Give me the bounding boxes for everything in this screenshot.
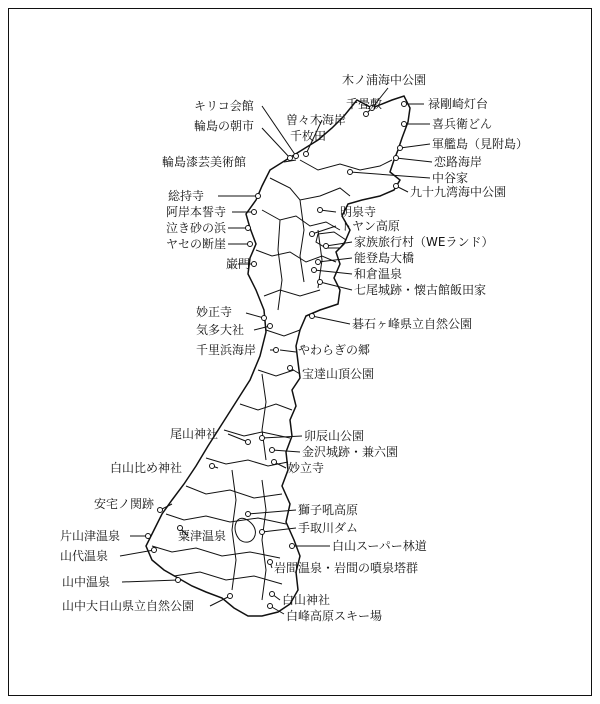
label-senmaida2: 千枚田 <box>290 129 327 143</box>
label-tedori: 手取川ダム <box>298 521 359 535</box>
label-keta: 気多大社 <box>196 323 245 337</box>
label-hakuho: 白峰高原スキー場 <box>286 609 383 623</box>
label-wakura: 和倉温泉 <box>354 267 403 281</box>
label-oyama: 尾山神社 <box>170 427 219 441</box>
label-amon: 阿岸本誓寺 <box>166 205 227 219</box>
label-sosogi: 曽々木海岸 <box>286 113 347 127</box>
label-hakusanjinja: 白山神社 <box>282 593 331 607</box>
label-yasenodangai: ヤセの断崖 <box>166 237 227 251</box>
label-sojiji: 総持寺 <box>168 189 205 203</box>
label-yamashiro: 山代温泉 <box>60 549 109 563</box>
label-ataka: 安宅ノ関跡 <box>94 497 155 511</box>
label-notojima: 能登島大橋 <box>354 251 415 265</box>
label-yamanakapark: 山中大日山県立自然公園 <box>62 599 195 613</box>
label-nakisuna: 泣き砂の浜 <box>166 221 227 235</box>
label-kinoura: 木ノ浦海中公園 <box>342 73 427 87</box>
label-ganmon: 巌門 <box>226 257 251 271</box>
label-myojoji: 妙正寺 <box>196 305 233 319</box>
label-kihei: 喜兵衛どん <box>432 117 493 131</box>
label-kazoku: 家族旅行村（WEランド） <box>354 235 494 249</box>
label-myoryuji: 妙立寺 <box>288 461 325 475</box>
label-toyan: トヤン高原 <box>340 219 400 233</box>
label-myosenji: 明泉寺 <box>340 205 377 219</box>
label-asaichi: 輪島の朝市 <box>194 119 255 133</box>
label-nanao: 七尾城跡・懐古館飯田家 <box>354 283 487 297</box>
label-awazu: 粟津温泉 <box>178 529 227 543</box>
label-katayamazu: 片山津温泉 <box>60 529 121 543</box>
label-nakaya: 中谷家 <box>432 171 469 185</box>
label-rokugosaki: 禄剛崎灯台 <box>428 97 489 111</box>
label-utatsu: 卯辰山公園 <box>304 429 365 443</box>
label-yawaragi: やわらぎの郷 <box>298 343 371 357</box>
label-sekidome: 碁石ヶ峰県立自然公園 <box>352 317 473 331</box>
label-yamanaka: 山中温泉 <box>62 575 111 589</box>
label-hakusanhime: 白山比め神社 <box>110 461 183 475</box>
label-chirihama: 千里浜海岸 <box>196 343 257 357</box>
label-gunkan: 軍艦島（見附島） <box>432 137 529 151</box>
label-hodatsu: 宝達山頂公園 <box>302 367 375 381</box>
label-kanazawa: 金沢城跡・兼六園 <box>302 445 399 459</box>
label-tsukumo: 九十九湾海中公園 <box>410 185 507 199</box>
label-koiji: 恋路海岸 <box>434 155 483 169</box>
label-iwama: 岩間温泉・岩間の噴泉塔群 <box>274 561 419 575</box>
label-shishiku: 獅子吼高原 <box>298 503 359 517</box>
label-kiriko: キリコ会館 <box>194 99 254 113</box>
label-superrindo: 白山スーパー林道 <box>332 539 427 553</box>
label-wajima-lacquer: 輪島漆芸美術館 <box>162 155 247 169</box>
label-senmaida: 千畳敷 <box>346 97 383 111</box>
